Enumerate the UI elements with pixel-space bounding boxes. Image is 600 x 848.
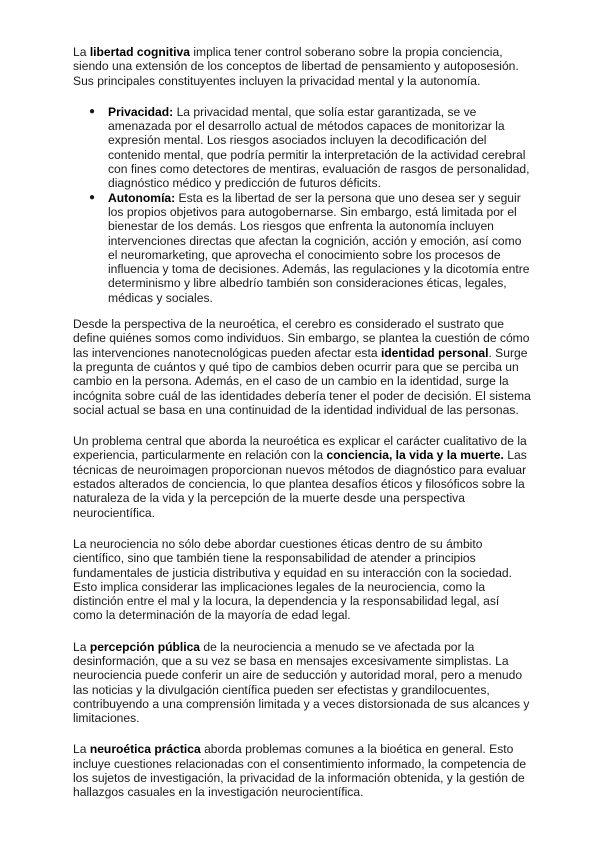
term-percepcion-publica: percepción pública bbox=[89, 639, 201, 654]
list-item-autonomia: ● Autonomía: Esta es la libertad de ser la persona que uno desea ser y seguir los propios objetivos para autogobernarse. Sin embargo, está limitada por el bienestar de los demás. Los riesgos que enfrenta la autonomía incluyen intervenciones directas que afectan la cognición, acción y emoción, así como el neuromarketing, que aprovecha el conocimiento sobre los procesos de influencia y toma de decisiones. Además, las regulaciones y la dicotomía entre determinismo y libre albedrío también son consideraciones éticas, legales, médicas y sociales. bbox=[89, 190, 530, 305]
paragraph-libertad-cognitiva: La libertad cognitiva implica tener control soberano sobre la propia conciencia, siendo una extensión de los conceptos de libertad de pensamiento y autoposesión. Sus principales constituyentes incluyen la privacidad mental y la autonomía. bbox=[73, 45, 519, 88]
bullet-list bbox=[73, 105, 532, 305]
paragraph-neuroetica-practica: La neuroética práctica aborda problemas comunes a la bioética en general. Esto incluye cuestiones relacionadas con el consentimiento informado, la competencia de los sujetos de investigación, la privacidad de la información obtenida, y la gestión de hallazgos casuales en la investigación neurocientífica. bbox=[73, 742, 527, 800]
paragraph-justicia: La neurociencia no sólo debe abordar cuestiones éticas dentro de su ámbito científico, sino que también tiene la responsabilidad de atender a principios fundamentales de justicia distributiva y equidad en su interacción con la sociedad. Esto implica considerar las implicaciones legales de la neurociencia, como la distinción entre el mal y la locura, la dependencia y la responsabilidad legal, así como la determinación de la mayoría de edad legal. bbox=[73, 536, 513, 623]
list-item-privacidad: ● Privacidad: La privacidad mental, que solía estar garantizada, se ve amenazada por el desarrollo actual de métodos capaces de monitorizar la expresión mental. Los riesgos asociados incluyen la decodificación del contenido mental, que podría permitir la interpretación de la actividad cerebral con fines como detectores de mentiras, evaluación de rasgos de personalidad, diagnóstico médico y predicción de futuros déficits. bbox=[89, 104, 530, 191]
paragraph-identidad-personal: Desde la perspectiva de la neuroética, el cerebro es considerado el sustrato que define quiénes somos como individuos. Sin embargo, se plantea la cuestión de cómo las intervenciones nanotecnológicas pueden afectar esta identidad personal. Surge la pregunta de cuántos y qué tipo de cambios deben ocurrir para que se perciba un cambio en la persona. Además, en el caso de un cambio en la identidad, surge la incógnita sobre cuál de las identidades debería tener el poder de decisión. El sistema social actual se basa en una continuidad de la identidad individual de las personas. bbox=[73, 317, 531, 417]
paragraph-percepcion-publica: La percepción pública de la neurociencia a menudo se ve afectada por la desinformación, que a su vez se basa en mensajes excesivamente simplistas. La neurociencia puede conferir un aire de seducción y autoridad moral, pero a menudo las noticias y la divulgación científica pueden ser efectistas y grandilocuentes, contribuyendo a una comprensión limitada y a veces distorsionada de sus alcances y limitaciones. bbox=[73, 639, 530, 726]
paragraph-conciencia: Un problema central que aborda la neuroética es explicar el carácter cualitativo de la experiencia, particularmente en relación con la conciencia, la vida y la muerte. Las técnicas de neuroimagen proporcionan nuevos métodos de diagnóstico para evaluar estados alterados de conciencia, lo que plantea desafíos éticos y filosóficos sobre la naturaleza de la vida y la percepción de la muerte desde una perspectiva neurocientífica. bbox=[73, 434, 527, 520]
term-identidad-personal: identidad personal bbox=[380, 345, 489, 360]
term-privacidad: Privacidad: bbox=[108, 104, 174, 119]
term-conciencia: conciencia, la vida y la muerte. bbox=[326, 448, 504, 463]
term-neuroetica-practica: neuroética práctica bbox=[89, 742, 201, 757]
term-autonomia: Autonomía: bbox=[108, 190, 176, 205]
bullet-icon: ● bbox=[89, 191, 96, 203]
bullet-icon: ● bbox=[89, 105, 96, 117]
term-libertad-cognitiva: libertad cognitiva bbox=[89, 45, 190, 59]
